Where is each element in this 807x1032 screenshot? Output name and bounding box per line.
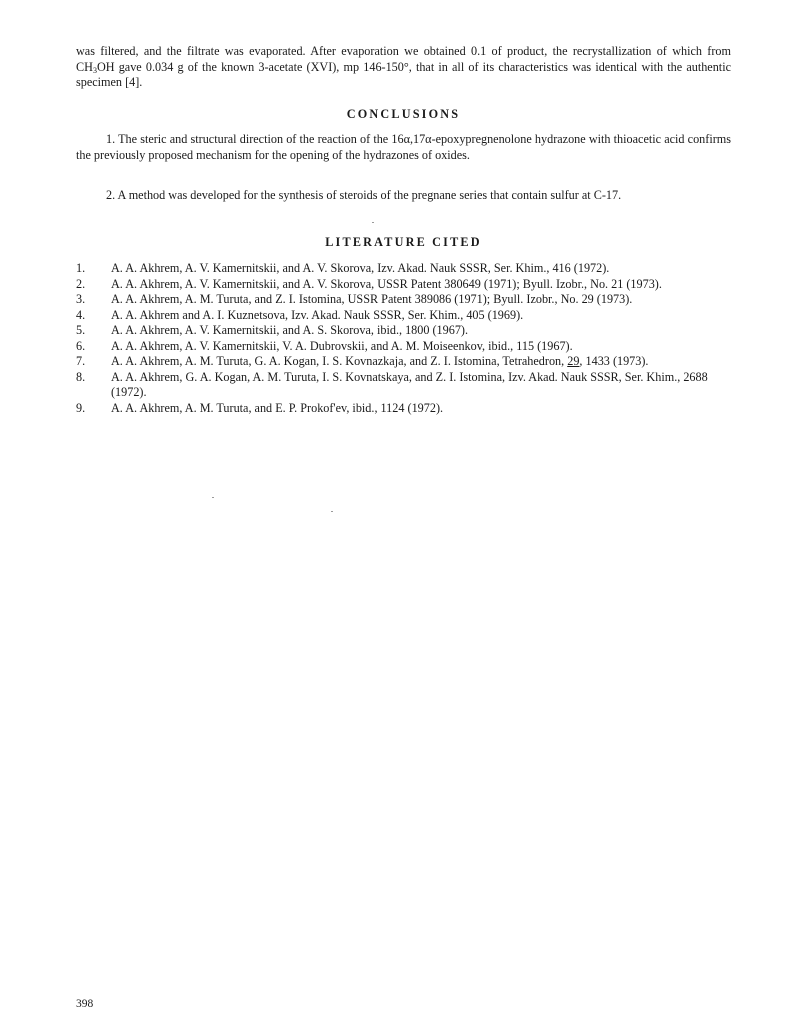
scan-speck: [372, 222, 374, 223]
reference-text-part-a: A. A. Akhrem, A. M. Turuta, G. A. Kogan, I. S. Kovnazkaja, and Z. I. Istomina, Tetrahedron,: [111, 354, 565, 368]
reference-number: 7.: [76, 354, 86, 368]
reference-item: [76, 339, 736, 355]
reference-number: 5.: [76, 323, 86, 337]
reference-text-part-b: , 1433 (1973).: [579, 354, 649, 368]
reference-text: A. A. Akhrem, A. V. Kamernitskii, and A. V. Skorova, USSR Patent 380649 (1971); Byull. Izobr., No. 21 (1973).: [111, 276, 662, 291]
reference-item: [76, 370, 736, 401]
reference-item: [76, 354, 736, 370]
reference-number: 3.: [76, 292, 86, 306]
reference-item: [76, 277, 736, 293]
intro-subscript: 3: [92, 65, 97, 75]
reference-text: A. A. Akhrem, A. V. Kamernitskii, and A. S. Skorova, ibid., 1800 (1967).: [111, 323, 469, 337]
reference-text: A. A. Akhrem and A. I. Kuznetsova, Izv. Akad. Nauk SSSR, Ser. Khim., 405 (1969).: [111, 307, 524, 322]
reference-item: [76, 401, 736, 417]
intro-text-part2: OH gave 0.034 g of the known 3-acetate (XVI), mp 146-150°, that in all of its characteristics was identical with the authentic specimen [4].: [76, 59, 731, 89]
reference-number: 6.: [76, 338, 86, 353]
reference-item: [76, 261, 736, 277]
reference-item: [76, 292, 736, 308]
reference-list: [76, 261, 736, 416]
reference-number: 1.: [76, 261, 86, 275]
intro-text-part1: was filtered, and the filtrate was evaporated. After evaporation we obtained 0.1 of product, the recrystallization of which from CH: [76, 44, 731, 74]
scan-speck: [212, 497, 214, 498]
intro-paragraph: [76, 44, 731, 91]
conclusions-heading: CONCLUSIONS: [346, 107, 461, 121]
reference-text: A. A. Akhrem, A. M. Turuta, and Z. I. Istomina, USSR Patent 389086 (1971); Byull. Izobr., No. 29 (1973).: [111, 292, 633, 306]
reference-number: 9.: [76, 400, 86, 415]
reference-text: [111, 354, 736, 370]
conclusion-item-1: 1. The steric and structural direction of the reaction of the 16α,17α-epoxypregnenolone hydrazone with thioacetic acid confirms the previously proposed mechanism for the opening of the hydrazones of oxides.: [76, 132, 731, 162]
reference-item: [76, 308, 736, 324]
reference-number: 8.: [76, 369, 86, 384]
reference-number: 4.: [76, 307, 86, 322]
reference-text: A. A. Akhrem, G. A. Kogan, A. M. Turuta, I. S. Kovnatskaya, and Z. I. Istomina, Izv. Akad. Nauk SSSR, Ser. Khim., 2688 (1972).: [111, 369, 708, 399]
reference-item: [76, 323, 736, 339]
reference-number: 2.: [76, 276, 86, 291]
reference-text: A. A. Akhrem, A. V. Kamernitskii, and A. V. Skorova, Izv. Akad. Nauk SSSR, Ser. Khim., 416 (1972).: [111, 261, 610, 275]
reference-volume: 29: [567, 354, 580, 368]
reference-text: A. A. Akhrem, A. M. Turuta, and E. P. Prokof'ev, ibid., 1124 (1972).: [111, 400, 444, 415]
conclusion-item-2: 2. A method was developed for the synthesis of steroids of the pregnane series that contain sulfur at C-17.: [106, 188, 622, 202]
reference-text: A. A. Akhrem, A. V. Kamernitskii, V. A. Dubrovskii, and A. M. Moiseenkov, ibid., 115 (1967).: [111, 338, 573, 353]
page-number: 398: [76, 998, 94, 1010]
scan-speck: [331, 511, 333, 512]
literature-heading: LITERATURE CITED: [325, 235, 482, 249]
